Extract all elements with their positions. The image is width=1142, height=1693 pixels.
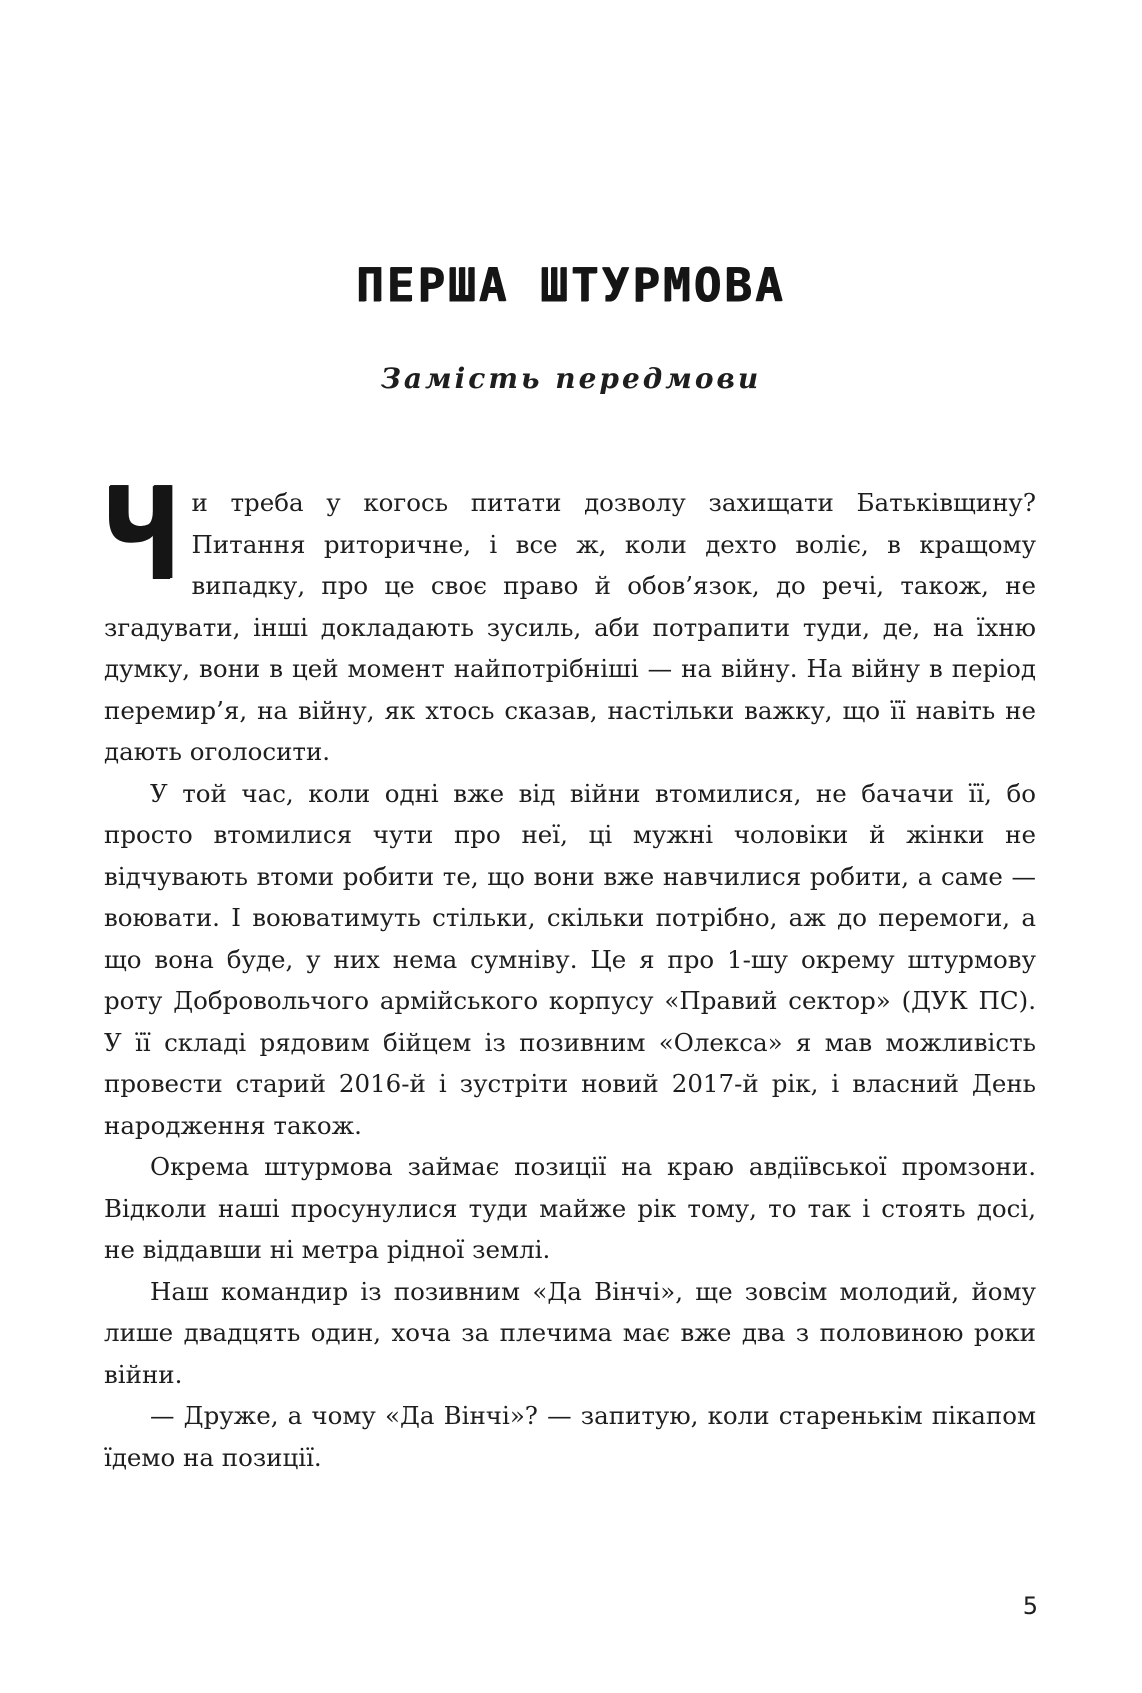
- page-number: 5: [1022, 1592, 1038, 1620]
- paragraph-4: Наш командир із позивним «Да Вінчі», ще зовсім молодий, йому лише двадцять один, хоча за плечима має вже два з половиною роки війни.: [104, 1276, 1036, 1389]
- paragraph-3: Окрема штурмова займає позиції на краю авдіївської промзони. Відколи наші просунулися туди майже рік тому, то так і стоять досі, не віддавши ні метра рідної землі.: [104, 1152, 1036, 1264]
- chapter-subtitle: Замість передмови: [380, 362, 762, 395]
- paragraph-5: — Друже, а чому «Да Вінчі»? — запитую, коли старенькім пікапом їдемо на позиції.: [104, 1401, 1036, 1472]
- paragraph-1-text: и треба у когось питати дозволу захищати Батьківщину? Питання риторичне, і все ж, коли дехто воліє, в кращому випадку, про це своє право й обов’язок, до речі, також, не згадувати, інші докладають зусиль, аби потрапити туди, де, на їхню думку, вони в цей момент найпотрібніші — на війну. На війну в період перемир’я, на війну, як хтось сказав, настільки важку, що її навіть не дають оголосити.: [104, 488, 1036, 766]
- chapter-title: ПЕРША ШТУРМОВА: [356, 258, 786, 312]
- paragraph-2: У той час, коли одні вже від війни втомилися, не бачачи її, бо просто втомилися чути про неї, ці мужні чоловіки й жінки не відчувають втоми робити те, що вони вже навчилися робити, а саме — воювати. І воюватимуть стільки, скільки потрібно, аж до перемоги, а що вона буде, у них нема сумніву. Це я про 1-шу окрему штурмову роту Добровольчого армійського корпусу «Правий сектор» (ДУК ПС). У її складі рядовим бійцем із позивним «Олекса» я мав можливість провести старий 2016-й і зустріти новий 2017-й рік, і власний День народження також.: [104, 778, 1036, 1140]
- paragraph-1: [104, 465, 1036, 773]
- body-text: [104, 465, 1036, 1478]
- drop-cap: Ч: [104, 465, 178, 607]
